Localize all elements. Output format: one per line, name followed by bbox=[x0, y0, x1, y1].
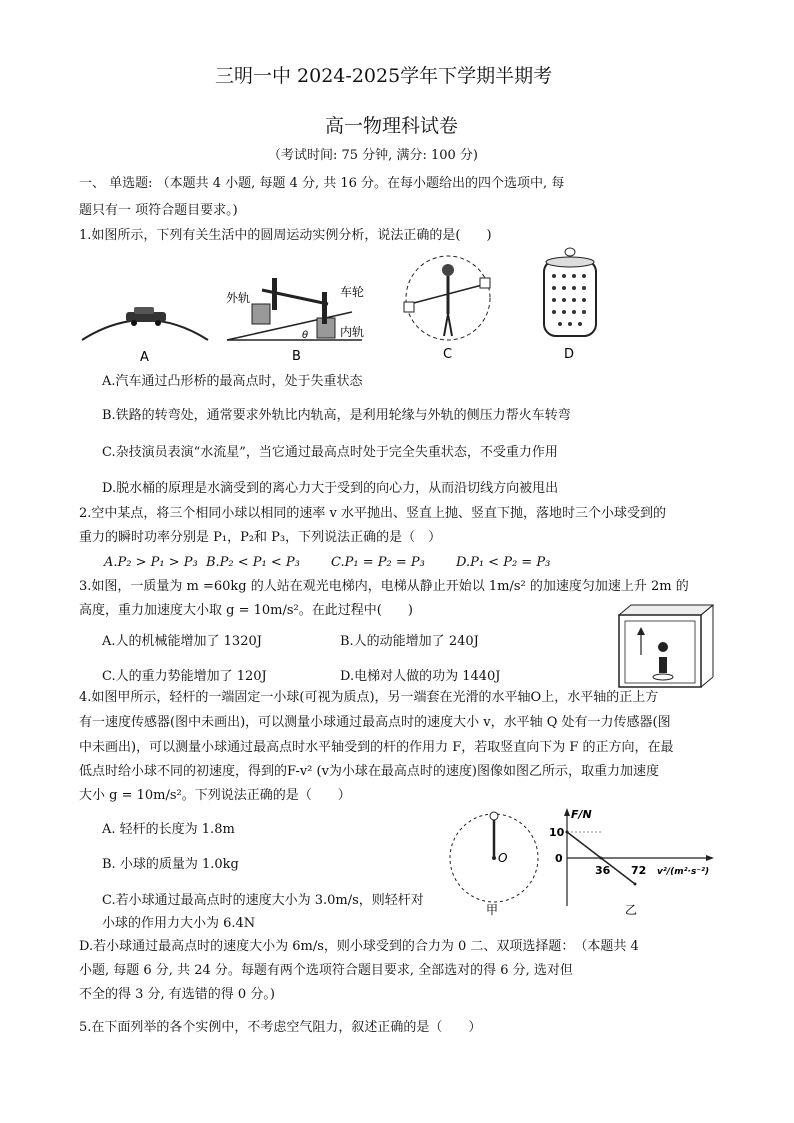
q1-figure-a bbox=[80, 295, 210, 365]
data-point-0 bbox=[566, 831, 569, 834]
q4-option-d: D.若小球通过最高点时的速度大小为 6m/s，则小球受到的合力为 0 二、双项选择题： （本题共 4 bbox=[79, 939, 639, 954]
person-icon bbox=[658, 642, 668, 652]
q2-line1: 2.空中某点，将三个相同小球以相同的速率 v 水平抛出、竖直上抛、竖直下抛，落地时三个小球受到的 bbox=[79, 506, 667, 521]
q4-line1: 4.如图甲所示，轻杆的一端固定一小球(可视为质点)，另一端套在光滑的水平轴O上，水平轴的正上方 bbox=[79, 690, 659, 705]
section1-line1: 一、 单选题: （本题共 4 小题, 每题 4 分, 共 16 分。在每小题给出的四个选项中, 每 bbox=[79, 176, 565, 191]
q5-stem: 5.在下面列举的各个实例中，不考虑空气阻力，叙述正确的是（ ） bbox=[79, 1020, 482, 1035]
y-axis-arrow-icon bbox=[564, 808, 570, 816]
q4-line4: 低点时给小球不同的初速度，得到的F-v² (v为小球在最高点时的速度)图像如图乙所示，取重力加速度 bbox=[79, 764, 660, 779]
performer-head bbox=[442, 264, 454, 276]
q3-option-a: A.人的机械能增加了 1320J bbox=[102, 634, 262, 649]
exam-info: （考试时间: 75 分钟, 满分: 100 分) bbox=[268, 148, 478, 163]
q4-figure-jia bbox=[446, 806, 546, 918]
q4-line2: 有一速度传感器(图中未画出)，可以测量小球通过最高点时的速度大小 v，水平轴 Q 处有一力传感器(图 bbox=[79, 715, 671, 730]
car-icon bbox=[126, 307, 166, 326]
axis-label-o: O bbox=[498, 851, 508, 865]
q1-stem: 1.如图所示，下列有关生活中的圆周运动实例分析，说法正确的是( ) bbox=[79, 228, 492, 243]
y-tick-0: 0 bbox=[555, 852, 563, 865]
ball bbox=[490, 812, 498, 820]
q4-option-c-line1: C.若小球通过最高点时的速度大小为 3.0m/s，则轻杆对 bbox=[102, 893, 424, 908]
q2-option-d: D.P₁ < P₂ = P₃ bbox=[456, 555, 551, 570]
y-axis-label: F/N bbox=[571, 808, 592, 821]
rotation-arrow-icon bbox=[565, 248, 575, 256]
q3-option-b: B.人的动能增加了 240J bbox=[340, 634, 479, 649]
cup-right bbox=[480, 278, 490, 288]
section1-line2: 题只有一 项符合题目要求。) bbox=[79, 203, 238, 218]
fig-label-a: A bbox=[140, 350, 149, 365]
fig-label-b: B bbox=[292, 349, 301, 364]
fig-label-d: D bbox=[564, 347, 575, 362]
q1-option-d: D.脱水桶的原理是水滴受到的离心力大于受到的向心力，从而沿切线方向被甩出 bbox=[102, 481, 559, 496]
axis-point bbox=[492, 856, 496, 860]
q4-line3: 中未画出)，可以测量小球通过最高点时水平轴受到的杆的作用力 F，若取竖直向下为 F 的正方向，在最 bbox=[79, 740, 674, 755]
x-tick-36: 36 bbox=[595, 864, 611, 877]
q3-line2: 高度，重力加速度大小取 g = 10m/s²。在此过程中( ) bbox=[79, 603, 413, 618]
fig-label-wheel: 车轮 bbox=[340, 285, 365, 299]
q1-option-c: C.杂技演员表演“水流星”，当它通过最高点时处于完全失重状态，不受重力作用 bbox=[102, 445, 558, 460]
cup-left bbox=[404, 302, 414, 312]
q1-figure-b bbox=[222, 268, 372, 364]
q4-line5: 大小 g = 10m/s²。下列说法正确的是（ ） bbox=[79, 788, 351, 803]
q1-figure-c bbox=[396, 252, 500, 364]
q1-option-a: A.汽车通过凸形桥的最高点时，处于失重状态 bbox=[102, 374, 363, 389]
fig-label-jia: 甲 bbox=[486, 903, 499, 917]
q3-option-d: D.电梯对人做的功为 1440J bbox=[340, 669, 501, 684]
section2-line1: 小题, 每题 6 分, 共 24 分。每题有两个选项符合题目要求, 全部选对的得 6 分, 选对但 bbox=[79, 963, 573, 978]
outer-rail-block bbox=[252, 304, 270, 324]
q4-chart-yi bbox=[545, 806, 720, 918]
fig-label-outer-rail: 外轨 bbox=[226, 291, 251, 305]
data-point-2 bbox=[634, 883, 637, 886]
data-point-1 bbox=[600, 857, 603, 860]
q1-option-b: B.铁路的转弯处，通常要求外轨比内轨高，是利用轮缘与外轨的侧压力帮火车转弯 bbox=[102, 408, 571, 423]
q3-line1: 3.如图，一质量为 m =60kg 的人站在观光电梯内，电梯从静止开始以 1m/s² 的加速度匀加速上升 2m 的 bbox=[79, 579, 689, 594]
q4-option-b: B. 小球的质量为 1.0kg bbox=[102, 857, 239, 872]
page-title: 三明一中 2024-2025学年下学期半期考 bbox=[215, 65, 553, 87]
q2-line2: 重力的瞬时功率分别是 P₁，P₂和 P₃，下列说法正确的是（ ） bbox=[79, 530, 442, 545]
q4-option-c-line2: 小球的作用力大小为 6.4N bbox=[102, 916, 256, 931]
q1-figure-d bbox=[530, 244, 610, 364]
x-axis-label: v²/(m²·s⁻²) bbox=[657, 867, 710, 877]
section2-line2: 不全的得 3 分, 有选错的得 0 分。) bbox=[79, 987, 275, 1002]
q3-option-c: C.人的重力势能增加了 120J bbox=[102, 669, 267, 684]
page-subtitle: 高一物理科试卷 bbox=[325, 115, 459, 137]
fig-label-theta: θ bbox=[302, 330, 309, 341]
fig-label-c: C bbox=[443, 347, 453, 362]
x-axis-arrow-icon bbox=[706, 855, 714, 861]
q2-option-c: C.P₁ = P₂ = P₃ bbox=[331, 555, 425, 570]
q4-option-a: A. 轻杆的长度为 1.8m bbox=[102, 822, 235, 837]
q2-option-a: A.P₂ > P₁ > P₃ bbox=[104, 555, 198, 570]
fig-label-inner-rail: 内轨 bbox=[340, 325, 365, 339]
x-tick-72: 72 bbox=[631, 864, 647, 877]
axle bbox=[262, 290, 328, 304]
y-tick-10: 10 bbox=[549, 826, 565, 839]
q3-elevator-figure bbox=[617, 603, 715, 689]
bridge-arc bbox=[82, 320, 208, 340]
fig-label-yi: 乙 bbox=[625, 903, 638, 917]
q2-option-b: B.P₂ < P₁ < P₃ bbox=[206, 555, 300, 570]
